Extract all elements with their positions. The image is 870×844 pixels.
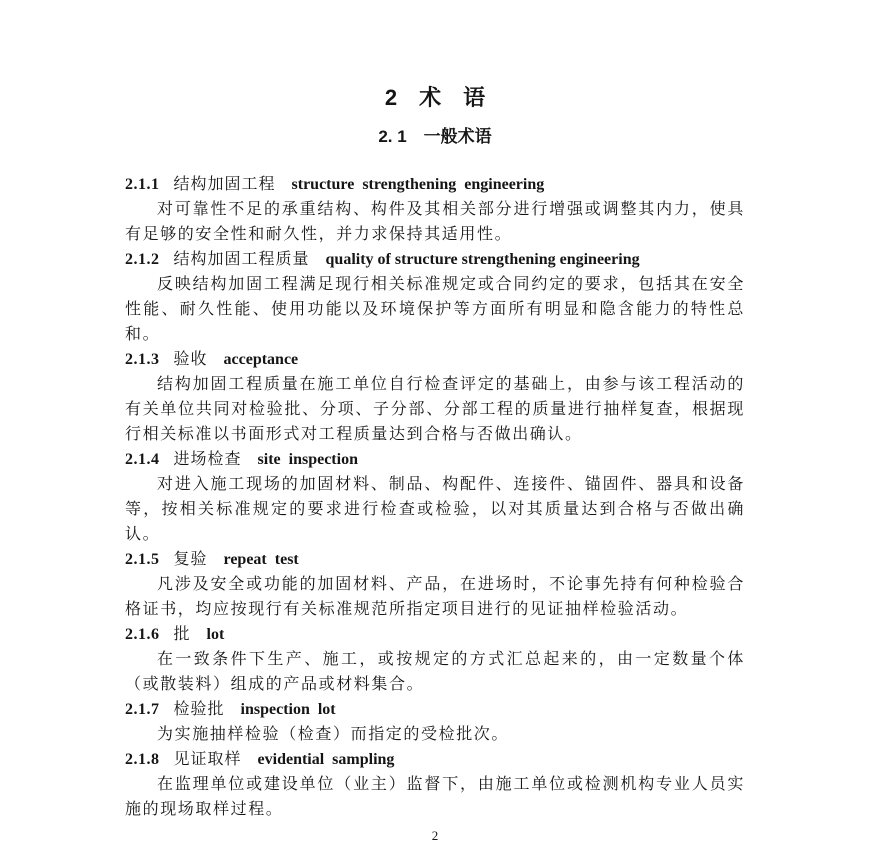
term-chinese: 检验批 bbox=[173, 701, 225, 718]
term-definition: 结构加固工程质量在施工单位自行检查评定的基础上，由参与该工程活动的有关单位共同对检验批、分项、子分部、分部工程的质量进行抽样复查，根据现行相关标准以书面形式对工程质量达到合格与否做出确认。 bbox=[125, 376, 745, 443]
term-heading bbox=[125, 547, 745, 572]
term-definition: 在监理单位或建设单位（业主）监督下，由施工单位或检测机构专业人员实施的现场取样过程。 bbox=[125, 776, 745, 818]
term-number: 2.1.6 bbox=[125, 626, 160, 643]
term-number: 2.1.4 bbox=[125, 451, 160, 468]
term-heading bbox=[125, 747, 745, 772]
term-entry bbox=[125, 697, 745, 747]
term-heading bbox=[125, 622, 745, 647]
term-english: inspection lot bbox=[240, 701, 336, 718]
term-chinese: 验收 bbox=[173, 351, 208, 368]
term-chinese: 结构加固工程质量 bbox=[173, 251, 310, 268]
chapter-title: 2 术 语 bbox=[384, 85, 486, 110]
term-entry bbox=[125, 447, 745, 547]
term-definition: 在一致条件下生产、施工，或按规定的方式汇总起来的，由一定数量个体（或散装料）组成的产品或材料集合。 bbox=[125, 651, 745, 693]
term-english: site inspection bbox=[257, 451, 358, 468]
term-definition: 对进入施工现场的加固材料、制品、构配件、连接件、锚固件、器具和设备等，按相关标准规定的要求进行检查或检验，以对其质量达到合格与否做出确认。 bbox=[125, 476, 745, 543]
term-chinese: 批 bbox=[173, 626, 191, 643]
term-heading bbox=[125, 247, 745, 272]
term-number: 2.1.7 bbox=[125, 701, 160, 718]
term-definition: 凡涉及安全或功能的加固材料、产品，在进场时，不论事先持有何种检验合格证书，均应按现行有关标准规范所指定项目进行的见证抽样检验活动。 bbox=[125, 576, 745, 618]
term-chinese: 见证取样 bbox=[173, 751, 242, 768]
term-heading bbox=[125, 697, 745, 722]
section-title: 2. 1 一般术语 bbox=[378, 127, 492, 146]
term-definition: 为实施抽样检验（检查）而指定的受检批次。 bbox=[157, 726, 510, 743]
term-entry bbox=[125, 547, 745, 622]
term-number: 2.1.5 bbox=[125, 551, 160, 568]
term-definition: 对可靠性不足的承重结构、构件及其相关部分进行增强或调整其内力，使具有足够的安全性和耐久性，并力求保持其适用性。 bbox=[125, 201, 745, 243]
page-number: 2 bbox=[431, 828, 439, 843]
term-number: 2.1.2 bbox=[125, 251, 160, 268]
term-chinese: 复验 bbox=[173, 551, 208, 568]
term-english: structure strengthening engineering bbox=[291, 176, 545, 193]
term-heading bbox=[125, 347, 745, 372]
term-number: 2.1.8 bbox=[125, 751, 160, 768]
term-number: 2.1.3 bbox=[125, 351, 160, 368]
term-entry bbox=[125, 747, 745, 822]
term-heading bbox=[125, 447, 745, 472]
term-english: lot bbox=[206, 626, 225, 643]
terms-list bbox=[125, 172, 745, 822]
term-entry bbox=[125, 172, 745, 247]
term-chinese: 进场检查 bbox=[173, 451, 242, 468]
term-english: quality of structure strengthening engineering bbox=[325, 251, 640, 268]
term-definition: 反映结构加固工程满足现行相关标准规定或合同约定的要求，包括其在安全性能、耐久性能、使用功能以及环境保护等方面所有明显和隐含能力的特性总和。 bbox=[125, 276, 745, 343]
term-heading bbox=[125, 172, 745, 197]
term-english: evidential sampling bbox=[257, 751, 395, 768]
term-entry bbox=[125, 622, 745, 697]
document-page bbox=[125, 0, 745, 844]
term-number: 2.1.1 bbox=[125, 176, 160, 193]
term-english: repeat test bbox=[223, 551, 299, 568]
term-entry bbox=[125, 247, 745, 347]
term-chinese: 结构加固工程 bbox=[173, 176, 276, 193]
term-english: acceptance bbox=[223, 351, 299, 368]
term-entry bbox=[125, 347, 745, 447]
